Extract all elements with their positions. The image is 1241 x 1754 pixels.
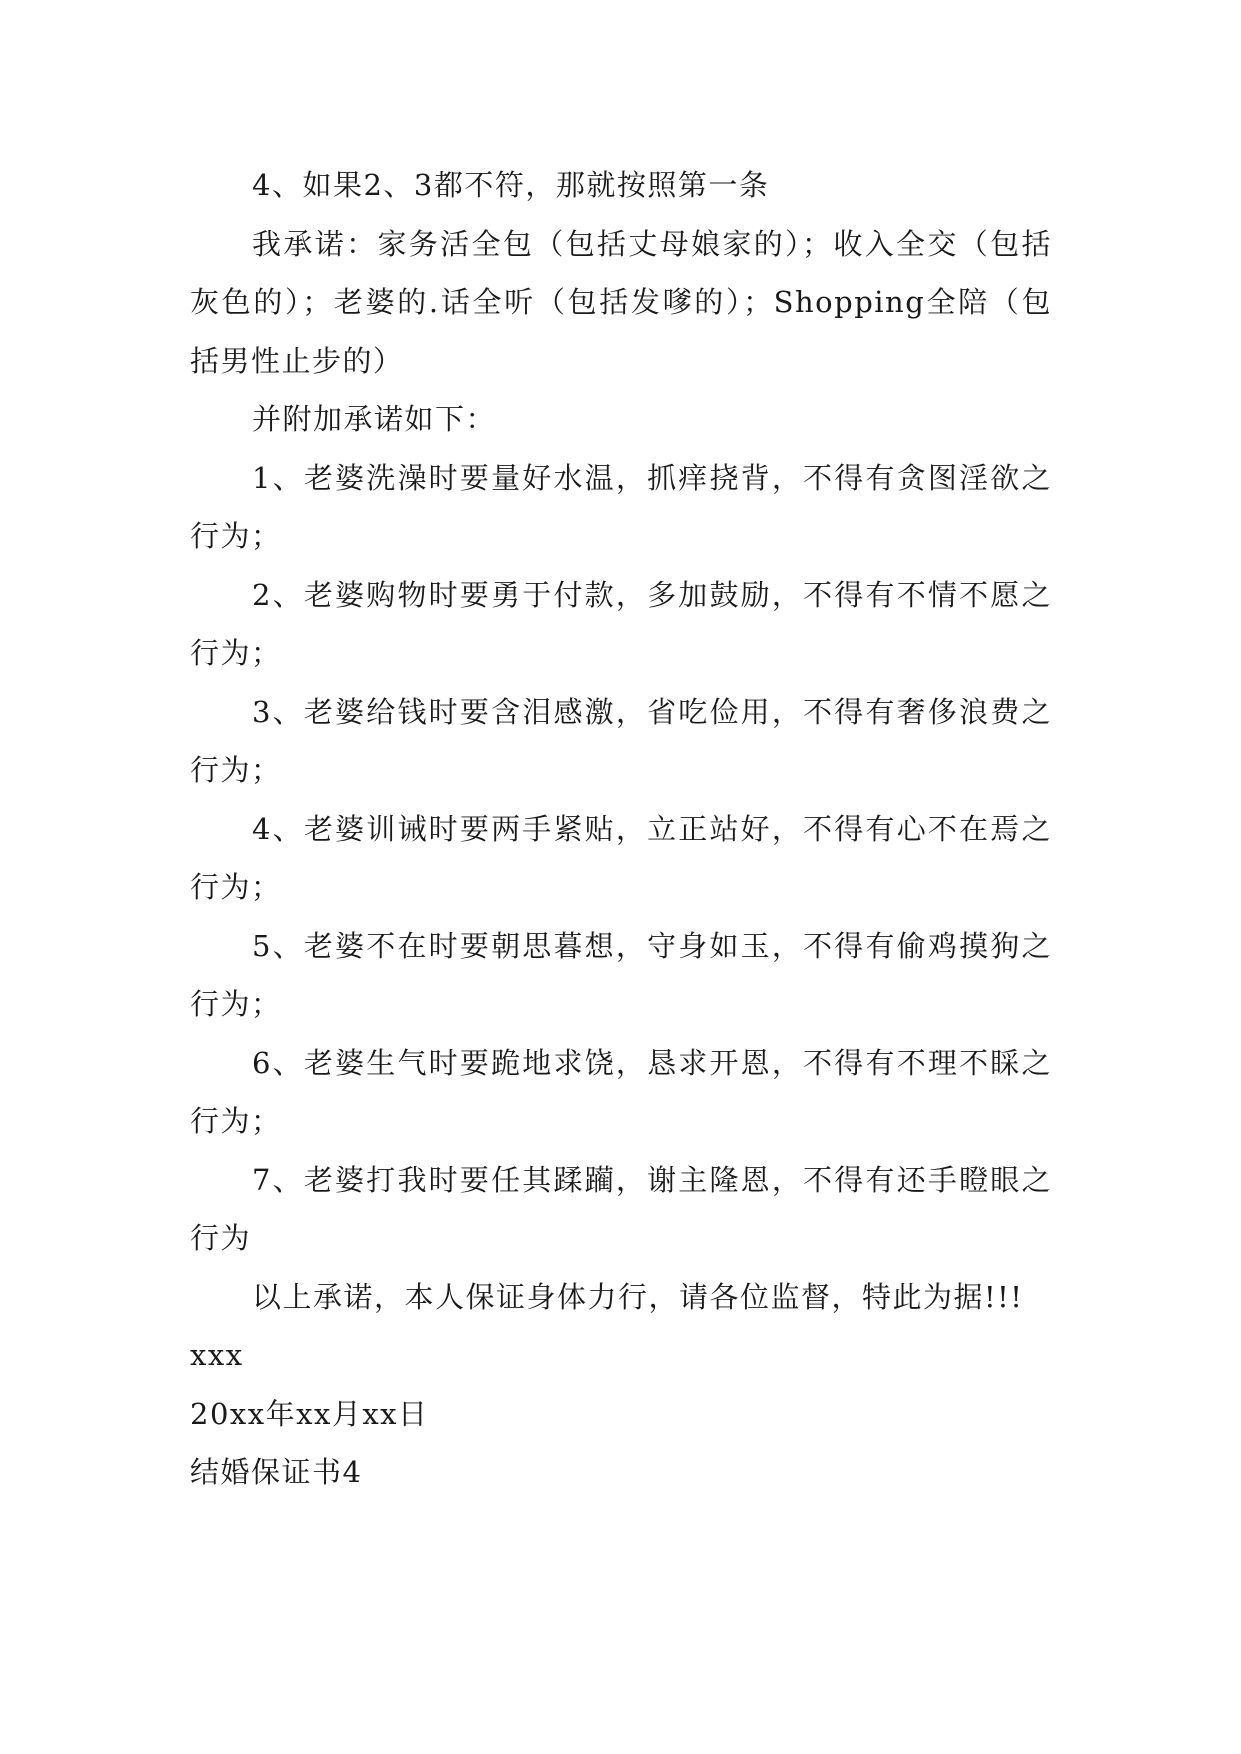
promise-item-3: 3、老婆给钱时要含泪感激，省吃俭用，不得有奢侈浪费之行为； bbox=[190, 694, 1052, 787]
paragraph-promise: 我承诺：家务活全包（包括丈母娘家的）；收入全交（包括灰色的）；老婆的.话全听（包括发嗲的）；Shopping全陪（包括男性止步的） bbox=[190, 226, 1052, 378]
paragraph-additional-intro: 并附加承诺如下： bbox=[252, 402, 497, 436]
promise-item-4: 4、老婆训诫时要两手紧贴，立正站好，不得有心不在焉之行为； bbox=[190, 811, 1052, 904]
signature: xxx bbox=[190, 1338, 244, 1372]
promise-item-6: 6、老婆生气时要跪地求饶，恳求开恩，不得有不理不睬之行为； bbox=[190, 1045, 1052, 1138]
promise-item-2: 2、老婆购物时要勇于付款，多加鼓励，不得有不情不愿之行为； bbox=[190, 577, 1052, 670]
paragraph-closing: 以上承诺，本人保证身体力行，请各位监督，特此为据!!! bbox=[252, 1279, 1024, 1314]
document-body bbox=[190, 156, 1052, 1502]
promise-item-7: 7、老婆打我时要任其蹂躏，谢主隆恩，不得有还手瞪眼之行为 bbox=[190, 1162, 1052, 1255]
promise-item-1: 1、老婆洗澡时要量好水温，抓痒挠背，不得有贪图淫欲之行为； bbox=[190, 460, 1052, 553]
paragraph-rule-4: 4、如果2、3都不符，那就按照第一条 bbox=[252, 168, 770, 202]
date-line: 20xx年xx月xx日 bbox=[190, 1396, 429, 1431]
next-section-heading: 结婚保证书4 bbox=[190, 1455, 363, 1489]
promise-item-5: 5、老婆不在时要朝思暮想，守身如玉，不得有偷鸡摸狗之行为； bbox=[190, 928, 1052, 1021]
